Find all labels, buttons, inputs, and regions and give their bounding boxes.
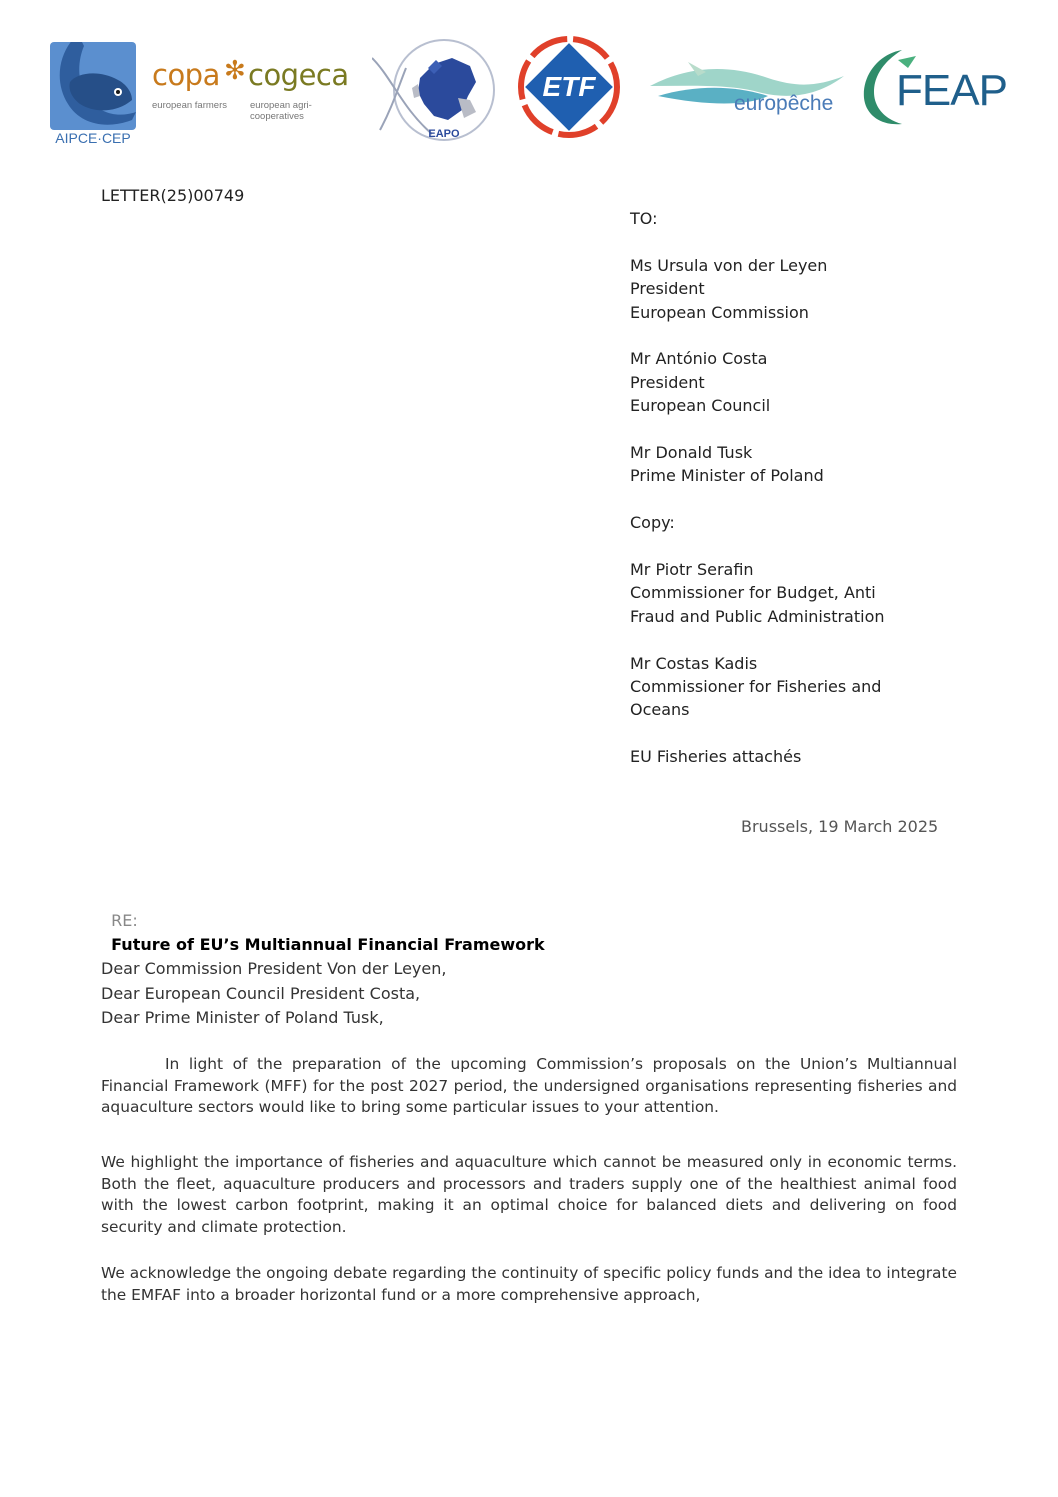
salutation-line: Dear Commission President Von der Leyen, <box>101 959 447 978</box>
recipient-title: Prime Minister of Poland <box>630 466 824 486</box>
partner-logos <box>0 0 1058 160</box>
europeche-logo <box>648 56 848 122</box>
place-date: Brussels, 19 March 2025 <box>741 817 939 836</box>
recipient-title: Fraud and Public Administration <box>630 606 885 626</box>
etf-wordmark: ETF <box>542 71 596 102</box>
recipients-block <box>630 207 1030 769</box>
copy-recipient-attaches: EU Fisheries attachés <box>630 747 802 767</box>
recipient-name: Mr António Costa <box>630 349 768 369</box>
recipient-name: Ms Ursula von der Leyen <box>630 255 828 275</box>
copy-recipient-serafin <box>630 558 1030 628</box>
letter-reference: LETTER(25)00749 <box>101 186 245 205</box>
eapo-logo <box>372 38 506 144</box>
cogeca-tagline: european agri-cooperatives <box>250 100 312 122</box>
body-paragraph-1: In light of the preparation of the upcoming Commission’s proposals on the Union’s Multiannual Financial Framework (MFF) for the post 2027 period, the undersigned organisations representing fisheries and aquaculture sectors would like to bring some particular issues to your attention. <box>101 1055 957 1117</box>
copa-cogeca-logo <box>152 56 358 122</box>
recipient-title: President <box>630 279 705 299</box>
flower-icon: ✻ <box>224 56 246 86</box>
recipient-title: Oceans <box>630 700 690 720</box>
salutation-line: Dear Prime Minister of Poland Tusk, <box>101 1008 384 1027</box>
recipient-costa <box>630 347 1030 417</box>
etf-logo <box>516 34 622 140</box>
recipient-title: Commissioner for Budget, Anti <box>630 583 876 603</box>
recipient-title: Commissioner for Fisheries and <box>630 677 882 697</box>
recipient-title: President <box>630 372 705 392</box>
europeche-wordmark: europêche <box>734 92 834 115</box>
recipient-von-der-leyen <box>630 254 1030 324</box>
feap-wordmark: FEAP <box>896 66 1007 115</box>
recipient-institution: European Commission <box>630 302 809 322</box>
feap-logo <box>858 46 1010 128</box>
to-label: TO: <box>630 209 658 228</box>
eapo-wordmark: EAPO <box>428 128 460 140</box>
copa-tagline: european farmers <box>152 100 227 111</box>
subject-title: Future of EU’s Multiannual Financial Framework <box>111 934 545 954</box>
body-paragraph-2: We highlight the importance of fisheries and aquaculture which cannot be measured only in economic terms. Both the fleet, aquaculture producers and processors and traders supply one of the healthiest animal food with the lowest carbon footprint, making it an optimal choice for balanced diets and delivering on food security and climate protection. <box>101 1153 957 1236</box>
aipce-cep-wordmark: AIPCE·CEP <box>55 130 131 146</box>
recipient-institution: European Council <box>630 396 771 416</box>
cogeca-wordmark: cogeca <box>248 58 349 92</box>
copy-recipient-kadis <box>630 652 1030 722</box>
recipient-name: Mr Piotr Serafin <box>630 560 754 580</box>
salutations <box>101 957 446 1031</box>
subject-line <box>101 886 545 956</box>
recipient-name: Mr Donald Tusk <box>630 443 753 463</box>
subject-prefix: RE: <box>111 911 138 931</box>
body-paragraph-3: We acknowledge the ongoing debate regarding the continuity of specific policy funds and the idea to integrate the EMFAF into a broader horizontal fund or a more comprehensive approach, <box>101 1264 957 1304</box>
recipient-name: Mr Costas Kadis <box>630 653 758 673</box>
copy-label: Copy: <box>630 513 675 533</box>
salutation-line: Dear European Council President Costa, <box>101 983 421 1003</box>
copa-wordmark: copa <box>152 58 220 92</box>
aipce-cep-logo <box>48 42 138 148</box>
recipient-tusk <box>630 441 1030 488</box>
